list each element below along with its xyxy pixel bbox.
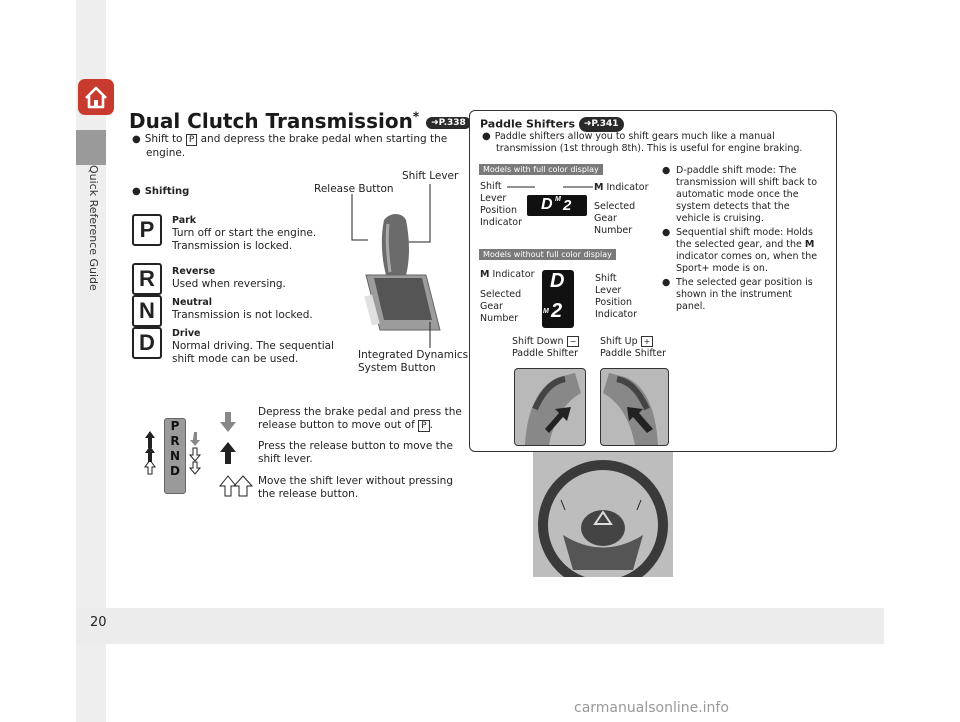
page-number: 20	[90, 615, 107, 630]
shifting-heading-text: Shifting	[144, 186, 190, 197]
legend-item-1: Depress the brake pedal and press the release button to move out of P .	[258, 406, 462, 431]
legend2-line2: shift lever.	[258, 453, 313, 465]
full-slp-3: Indicator	[480, 217, 522, 228]
nofull-sg-2: Number	[480, 313, 519, 324]
shift-up-sym: +	[641, 336, 654, 347]
nofull-slp-0: Shift	[595, 273, 617, 284]
gear-n-desc	[172, 296, 313, 322]
tag-full-color: Models with full color display	[479, 164, 603, 175]
note-3: ● The selected gear position is shown in the instrument panel.	[662, 277, 832, 313]
shift-down-sym: −	[567, 336, 580, 347]
full-sg-2: Number	[594, 225, 633, 236]
full-display-d: D	[541, 196, 553, 213]
gear-n-line1: Transmission is not locked.	[172, 309, 313, 321]
gear-d-line2: shift mode can be used.	[172, 353, 299, 365]
title-asterisk: *	[412, 109, 420, 124]
intro-bullet	[132, 133, 452, 160]
cap-p: P	[170, 419, 180, 433]
paddle-ref-link[interactable]	[579, 117, 624, 132]
intro-a: Shift to	[144, 133, 183, 145]
note1-l2: automatic mode once the	[676, 189, 799, 200]
shift-up-label	[600, 336, 666, 360]
shift-up-hand-icon	[601, 369, 668, 445]
shift-lever-label: Shift Lever	[402, 170, 459, 182]
note3-l0: The selected gear position is	[676, 277, 813, 288]
note1-l0: D-paddle shift mode: The	[676, 165, 797, 176]
cap-r: R	[170, 434, 180, 448]
nofull-slp-3: Indicator	[595, 309, 637, 320]
legend3-line2: the release button.	[258, 488, 359, 500]
shift-down-label	[512, 336, 579, 360]
note3-l2: panel.	[676, 301, 706, 312]
paddle-notes	[662, 165, 832, 313]
full-sg-1: Gear	[594, 213, 617, 224]
paddle-description	[482, 131, 832, 155]
shift-down-hand-icon	[515, 369, 585, 445]
note-2: ● Sequential shift mode: Holds the selected gear, and the M indicator comes on, when the Sport+ mode is on.	[662, 227, 832, 275]
watermark: carmanualsonline.info	[574, 700, 729, 716]
shift-up-text: Shift Up	[600, 336, 638, 347]
paddle-ref-text: P.341	[591, 119, 619, 129]
full-slp-1: Lever	[480, 193, 507, 204]
ref-arrow-icon: ➜	[583, 119, 592, 129]
shift-up-sub: Paddle Shifter	[600, 348, 667, 359]
note-1: ● D-paddle shift mode: The transmission will shift back to automatic mode once the system detects that the vehicle is cruising.	[662, 165, 832, 225]
sidebar-section-label: Quick Reference Guide	[87, 165, 100, 291]
legend-item-3	[258, 475, 453, 501]
gear-r-desc	[172, 265, 286, 291]
nofull-slp-2: Position	[595, 297, 632, 308]
gear-p-line1: Turn off or start the engine.	[172, 227, 317, 239]
gear-box-r: R	[132, 263, 162, 295]
tag-no-full-color: Models without full color display	[479, 249, 616, 260]
nofull-sg-0: Selected	[480, 289, 522, 300]
gear-d-desc	[172, 327, 334, 366]
shift-down-photo	[514, 368, 586, 446]
full-sg-0: Selected	[594, 201, 636, 212]
full-selected-gear-label	[594, 201, 635, 237]
shift-down-text: Shift Down	[512, 336, 564, 347]
home-icon[interactable]	[78, 79, 114, 115]
legend1-gear: P	[418, 420, 429, 432]
nofull-display-d: D	[550, 270, 565, 292]
full-slp-2: Position	[480, 205, 517, 216]
full-display-m: M	[555, 196, 561, 203]
full-slp-0: Shift	[480, 181, 502, 192]
gear-p-desc	[172, 214, 316, 253]
full-m: M	[594, 182, 604, 193]
paddle-desc-line1: Paddle shifters allow you to shift gears much like a manual	[494, 131, 775, 142]
shifting-heading	[132, 185, 189, 198]
note2-l2: indicator comes on, when the	[676, 251, 818, 262]
note1-l3: system detects that the	[676, 201, 790, 212]
nofull-display-num: 2	[551, 300, 563, 322]
note1-l1: transmission will shift back to	[676, 177, 818, 188]
shift-up-photo	[600, 368, 669, 446]
gear-r-line1: Used when reversing.	[172, 278, 286, 290]
steering-wheel-photo	[533, 440, 673, 577]
full-display-num: 2	[563, 197, 572, 214]
legend2-line1: Press the release button to move the	[258, 440, 453, 452]
note2-l1: the selected gear, and the	[676, 239, 802, 250]
cap-n: N	[169, 449, 181, 463]
nofull-shift-lever-label	[595, 273, 637, 321]
gear-d-name: Drive	[172, 328, 201, 339]
page-title	[129, 109, 471, 133]
sidebar-section-tab[interactable]	[76, 130, 106, 165]
gear-p-name: Park	[172, 215, 197, 226]
legend3-line1: Move the shift lever without pressing	[258, 475, 453, 487]
footer-bar	[76, 608, 884, 644]
ref-text: P.338	[438, 117, 466, 128]
gear-box-d: D	[132, 327, 162, 359]
ref-arrow-icon: ➜	[431, 117, 439, 128]
nofull-display-icon	[542, 270, 574, 328]
page-ref-link[interactable]	[426, 117, 471, 129]
ids-line2: System Button	[358, 362, 436, 374]
nofull-slp-1: Lever	[595, 285, 622, 296]
page-title-text: Dual Clutch Transmission	[129, 109, 413, 133]
nofull-m-indicator-label	[480, 268, 534, 281]
full-callout-lines	[505, 184, 605, 204]
note2-l3: Sport+ mode is on.	[676, 263, 768, 274]
gear-d-line1: Normal driving. The sequential	[172, 340, 334, 352]
legend1-line2: release button to move out of	[258, 419, 415, 431]
nofull-m: M	[480, 269, 490, 280]
up-outline-arrow-icon	[232, 474, 254, 498]
note3-l1: shown in the instrument	[676, 289, 792, 300]
gear-r-name: Reverse	[172, 266, 216, 277]
paddle-heading	[480, 117, 624, 132]
nofull-sg-1: Gear	[480, 301, 503, 312]
intro-c: engine.	[146, 147, 186, 159]
gear-box-n: N	[132, 295, 162, 327]
cap-d: D	[170, 464, 180, 478]
nofull-selected-gear-label	[480, 289, 521, 325]
legend1-line1: Depress the brake pedal and press the	[258, 406, 462, 418]
shift-lever-illustration	[340, 180, 460, 350]
steering-wheel-icon	[533, 440, 673, 577]
paddle-desc-line2: transmission (1st through 8th). This is useful for engine braking.	[496, 143, 803, 154]
nofull-display-m: M	[543, 308, 549, 315]
gear-box-p: P	[132, 214, 162, 246]
legend-item-2	[258, 440, 453, 466]
gear-n-name: Neutral	[172, 297, 213, 308]
nofull-m-indicator: Indicator	[492, 269, 535, 280]
note1-l4: vehicle is cruising.	[676, 213, 764, 224]
paddle-heading-text: Paddle Shifters	[480, 117, 575, 131]
note2-m: M	[804, 239, 815, 250]
cap-arrows-icon	[142, 428, 212, 478]
gear-p-line2: Transmission is locked.	[172, 240, 293, 252]
shift-down-sub: Paddle Shifter	[512, 348, 579, 359]
ids-line1: Integrated Dynamics	[358, 349, 469, 361]
full-m-indicator: Indicator	[606, 182, 649, 193]
intro-gear: P	[186, 134, 197, 146]
intro-b: and depress the brake pedal when starting the	[200, 133, 448, 145]
ids-button-label	[358, 349, 468, 375]
note2-l0: Sequential shift mode: Holds	[676, 227, 813, 238]
release-button-label: Release Button	[314, 183, 394, 195]
